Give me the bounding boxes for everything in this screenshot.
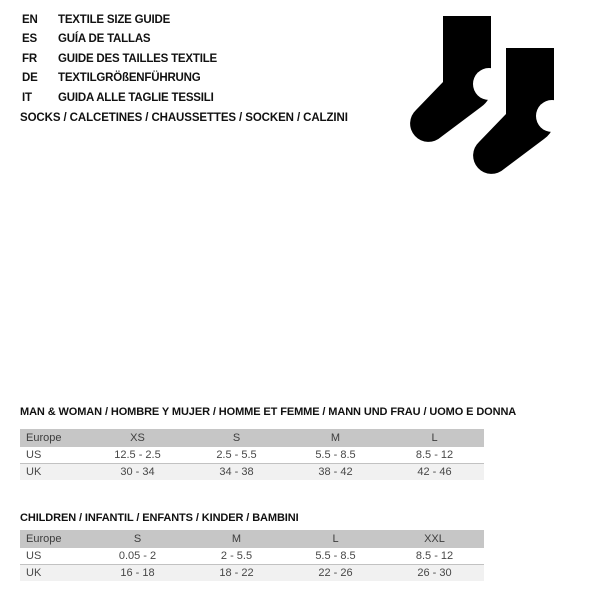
- language-label: GUÍA DE TALLAS: [58, 33, 151, 46]
- table-row-uk: [20, 464, 484, 480]
- column-header-region: Europe: [26, 432, 62, 444]
- size-cell: 0.05 - 2: [118, 550, 157, 562]
- adults-size-table: [20, 429, 484, 480]
- size-cell: 42 - 46: [417, 466, 452, 478]
- language-row-es: [22, 30, 217, 49]
- language-label: GUIDA ALLE TAGLIE TESSILI: [58, 91, 214, 104]
- language-code: ES: [22, 33, 37, 46]
- language-label: GUIDE DES TAILLES TEXTILE: [58, 52, 217, 65]
- language-row-it: [22, 89, 217, 108]
- language-code: EN: [22, 14, 38, 26]
- row-label: UK: [26, 567, 42, 579]
- size-cell: 5.5 - 8.5: [315, 550, 356, 562]
- language-label: TEXTILGRÖßENFÜHRUNG: [58, 72, 201, 85]
- adults-table-title: MAN & WOMAN / HOMBRE Y MUJER / HOMME ET FEMME / MANN UND FRAU / UOMO E DONNA: [20, 406, 517, 418]
- size-cell: 26 - 30: [417, 567, 452, 579]
- language-row-fr: [22, 50, 217, 69]
- table-row-uk: [20, 565, 484, 581]
- table-row-us: [20, 548, 484, 565]
- row-label: US: [26, 449, 42, 461]
- row-label: US: [26, 550, 42, 562]
- table-header-row: [20, 429, 484, 447]
- column-header-size: XS: [130, 432, 145, 444]
- table-header-row: [20, 530, 484, 548]
- column-header-size: XXL: [424, 533, 445, 545]
- size-cell: 8.5 - 12: [415, 449, 454, 461]
- size-cell: 38 - 42: [318, 466, 353, 478]
- column-header-size: L: [431, 432, 438, 444]
- size-cell: 18 - 22: [219, 567, 254, 579]
- language-row-de: [22, 69, 217, 88]
- language-row-en: [22, 11, 217, 30]
- size-cell: 8.5 - 12: [415, 550, 454, 562]
- column-header-size: S: [232, 432, 241, 444]
- size-cell: 2.5 - 5.5: [216, 449, 257, 461]
- socks-icon: [406, 8, 576, 180]
- size-cell: 5.5 - 8.5: [315, 449, 356, 461]
- language-code: IT: [22, 91, 32, 104]
- language-list: [22, 11, 217, 108]
- children-size-table: [20, 530, 484, 581]
- size-cell: 22 - 26: [318, 567, 353, 579]
- column-header-region: Europe: [26, 533, 62, 545]
- size-cell: 30 - 34: [120, 466, 155, 478]
- product-category-title: SOCKS / CALCETINES / CHAUSSETTES / SOCKEN / CALZINI: [20, 112, 348, 124]
- language-code: DE: [22, 72, 38, 85]
- row-label: UK: [26, 466, 42, 478]
- column-header-size: M: [330, 432, 341, 444]
- column-header-size: M: [231, 533, 242, 545]
- size-cell: 34 - 38: [219, 466, 254, 478]
- language-label: TEXTILE SIZE GUIDE: [58, 14, 171, 26]
- language-code: FR: [22, 52, 37, 65]
- children-table-title: CHILDREN / INFANTIL / ENFANTS / KINDER / BAMBINI: [20, 512, 299, 524]
- column-header-size: L: [332, 533, 339, 545]
- size-cell: 16 - 18: [120, 567, 155, 579]
- size-cell: 12.5 - 2.5: [114, 449, 161, 461]
- table-row-us: [20, 447, 484, 464]
- column-header-size: S: [133, 533, 142, 545]
- size-cell: 2 - 5.5: [220, 550, 253, 562]
